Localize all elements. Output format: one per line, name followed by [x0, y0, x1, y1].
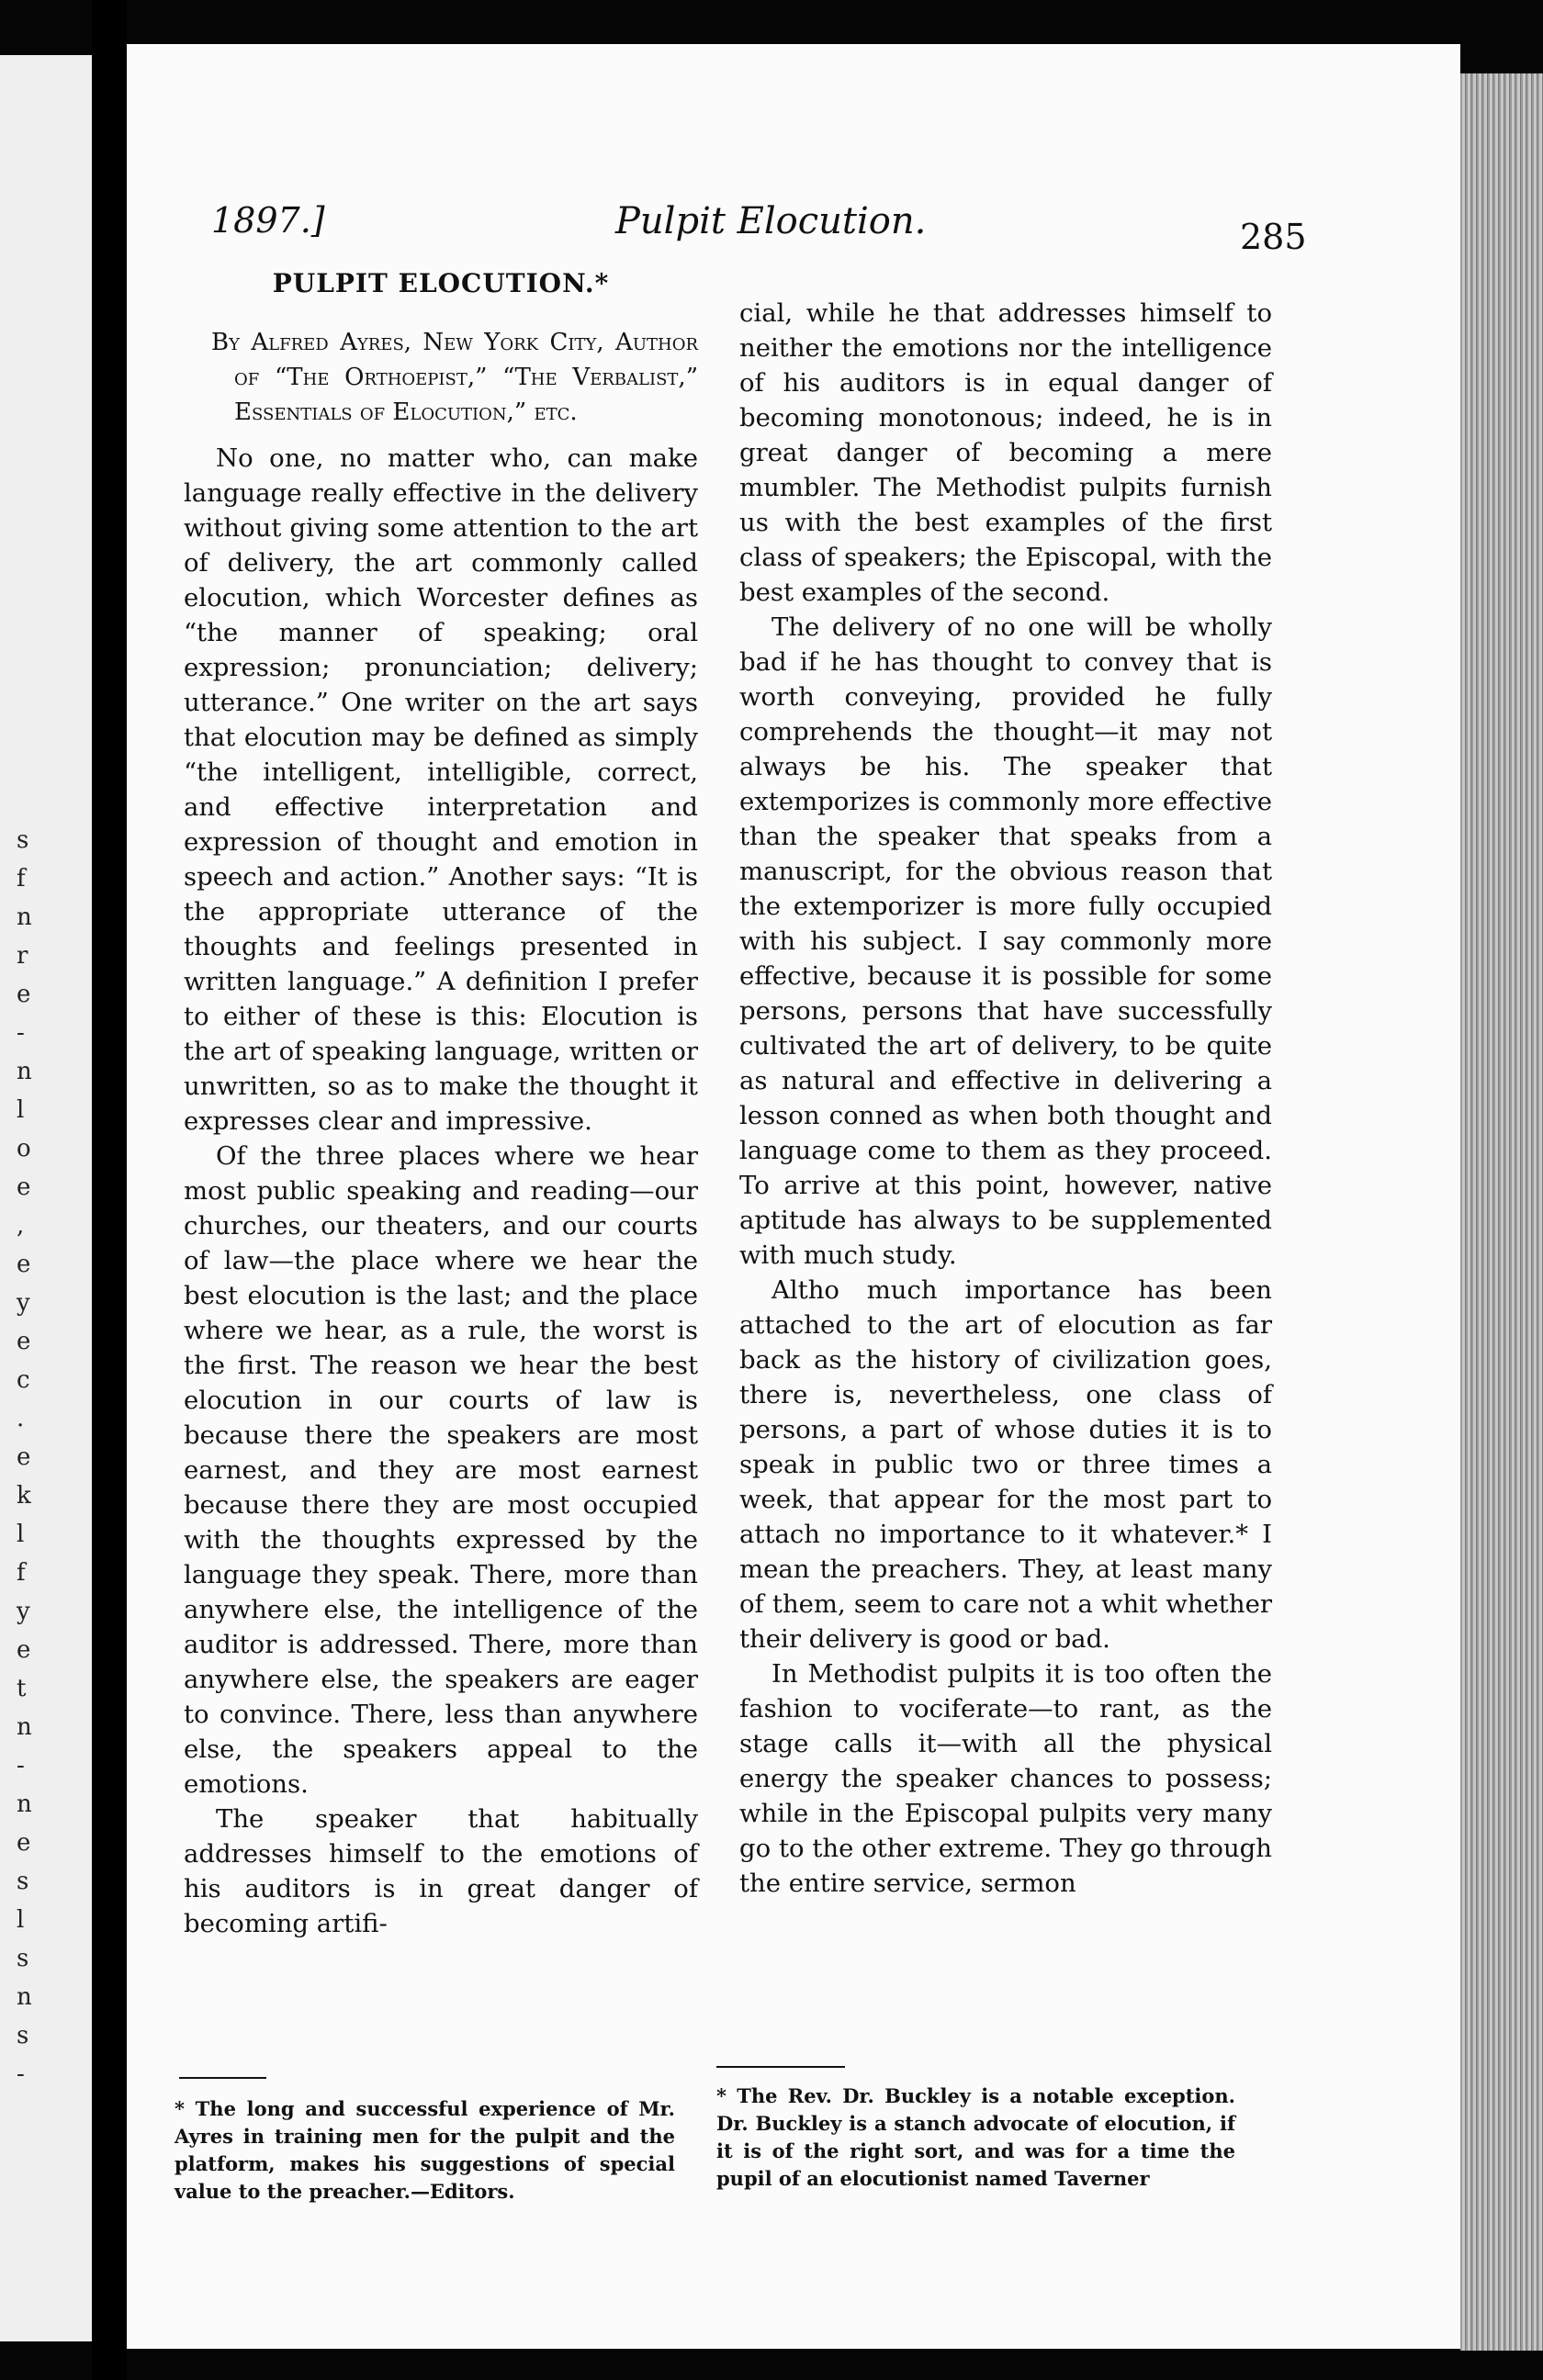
footnote-rule: [179, 2077, 266, 2079]
facing-page-glyph: y: [17, 1289, 30, 1317]
running-title: Pulpit Elocution.: [615, 200, 927, 242]
facing-page-glyph: e: [17, 1173, 31, 1201]
facing-page-glyph: k: [17, 1482, 31, 1510]
paragraph: The speaker that habitually addresses himself to the emotions of his auditors is in great danger of becoming artifi-: [184, 1804, 698, 1938]
facing-page-glyph: n: [17, 1713, 32, 1741]
page-stack-edge: [1460, 73, 1543, 2351]
facing-page-glyph: s: [17, 826, 29, 854]
footnote-buckley: * The Rev. Dr. Buckley is a notable exception. Dr. Buckley is a stanch advocate of elocution, if it is of the right sort, and was for a time the pupil of an elocutionist named Taverner: [716, 2084, 1235, 2190]
facing-page-glyph: l: [17, 1906, 25, 1934]
paragraph: Of the three places where we hear most public speaking and reading—our churches, our theaters, and our courts of law—the place where we hear the best elocution is the last; and the place where we hear, as a rule, the worst is the first. The reason we hear the best elocution in our courts of law is because there the speakers are most earnest, and they are most earnest because there they are most occupied with the thoughts expressed by the language they speak. There, more than anywhere else, the intelligence of the auditor is addressed. There, more than anywhere else, the speakers are eager to convince. There, less than anywhere else, the speakers appeal to the emotions.: [184, 1141, 698, 1799]
facing-page-glyph: f: [17, 1559, 26, 1587]
column-right: [739, 296, 1272, 1901]
article-byline: By Alfred Ayres, New York City, Author of “The Orthoepist,” “The Verbalist,” Essentials of Elocution,” etc.: [211, 329, 698, 426]
header-year: 1897.]: [211, 200, 325, 241]
facing-page-glyph: e: [17, 1829, 31, 1857]
facing-page-glyph: n: [17, 1983, 32, 2011]
facing-page-glyph: -: [17, 1019, 25, 1047]
facing-page-glyph: f: [17, 865, 26, 892]
footnote-rule: [716, 2066, 845, 2068]
book-spine: [92, 0, 127, 2380]
paragraph: Altho much importance has been attached to the art of elocution as far back as the history of civilization goes, there is, nevertheless, one class of persons, a part of whose duties it is to speak in public two or three times a week, that appear for the most part to attach no importance to it whatever.* I mean the preachers. They, at least many of them, seem to care not a whit whether their delivery is good or bad.: [739, 1275, 1272, 1654]
facing-page-edge: [0, 55, 92, 2341]
facing-page-glyph: ,: [17, 1212, 25, 1240]
facing-page-glyph: l: [17, 1096, 25, 1124]
facing-page-glyph: e: [17, 1443, 31, 1471]
paragraph: cial, while he that addresses himself to neither the emotions nor the intelligence of his auditors is in equal danger of becoming monotonous; indeed, he is in great danger of becoming a mere mumbler. The Methodist pulpits furnish us with the best examples of the first class of speakers; the Episcopal, with the best examples of the second.: [739, 298, 1272, 607]
facing-page-glyph: y: [17, 1598, 30, 1625]
footnote-editors: * The long and successful experience of Mr. Ayres in training men for the pulpit and the platform, makes his suggestions of special value to the preacher.—Editors.: [175, 2097, 675, 2203]
facing-page-glyph: n: [17, 904, 32, 931]
paragraph: In Methodist pulpits it is too often the fashion to vociferate—to rant, as the stage calls it—with all the physical energy the speaker chances to possess; while in the Episcopal pulpits very many go to the other extreme. They go through the entire service, sermon: [739, 1659, 1272, 1898]
facing-page-glyph: t: [17, 1675, 27, 1702]
facing-page-glyph: r: [17, 942, 28, 970]
facing-page-glyph: n: [17, 1058, 32, 1085]
facing-page-glyph: s: [17, 1868, 29, 1895]
facing-page-glyph: .: [17, 1405, 25, 1432]
facing-page-glyph: e: [17, 1251, 31, 1278]
facing-page-glyph: -: [17, 2060, 25, 2088]
paragraph: The delivery of no one will be wholly bad if he has thought to convey that is worth conveying, provided he fully comprehends the thought—it may not always be his. The speaker that extemporizes is commonly more effective than the speaker that speaks from a manuscript, for the obvious reason that the extemporizer is more fully occupied with his subject. I say commonly more effective, because it is possible for some persons, persons that have successfully cultivated the art of delivery, to be quite as natural and effective in delivering a lesson conned as when both thought and language come to them as they proceed. To arrive at this point, however, native aptitude has always to be supplemented with much study.: [739, 612, 1272, 1270]
facing-page-glyph: s: [17, 2022, 29, 2049]
paragraph: No one, no matter who, can make language really effective in the delivery without giving some attention to the art of delivery, the art commonly called elocution, which Worcester defines as “the manner of speaking; oral expression; pronunciation; delivery; utterance.” One writer on the art says that elocution may be defined as simply “the intelligent, intelligible, correct, and effective interpretation and expression of thought and emotion in speech and action.” Another says: “It is the appropriate utterance of the thoughts and feelings presented in written language.” A definition I prefer to either of these is this: Elocution is the art of speaking language, written or unwritten, so as to make the thought it expresses clear and impressive.: [184, 443, 698, 1136]
facing-page-glyph: c: [17, 1366, 30, 1394]
facing-page-text-fragments: [0, 55, 37, 2341]
page-number: 285: [1240, 217, 1307, 257]
article-title: PULPIT ELOCUTION.*: [272, 268, 610, 298]
facing-page-glyph: e: [17, 981, 31, 1008]
facing-page-glyph: -: [17, 1752, 25, 1779]
column-left: [184, 266, 698, 1941]
facing-page-glyph: n: [17, 1791, 32, 1818]
facing-page-glyph: o: [17, 1135, 31, 1162]
facing-page-glyph: l: [17, 1521, 25, 1548]
facing-page-glyph: s: [17, 1945, 29, 1972]
facing-page-glyph: e: [17, 1636, 31, 1664]
facing-page-glyph: e: [17, 1328, 31, 1355]
